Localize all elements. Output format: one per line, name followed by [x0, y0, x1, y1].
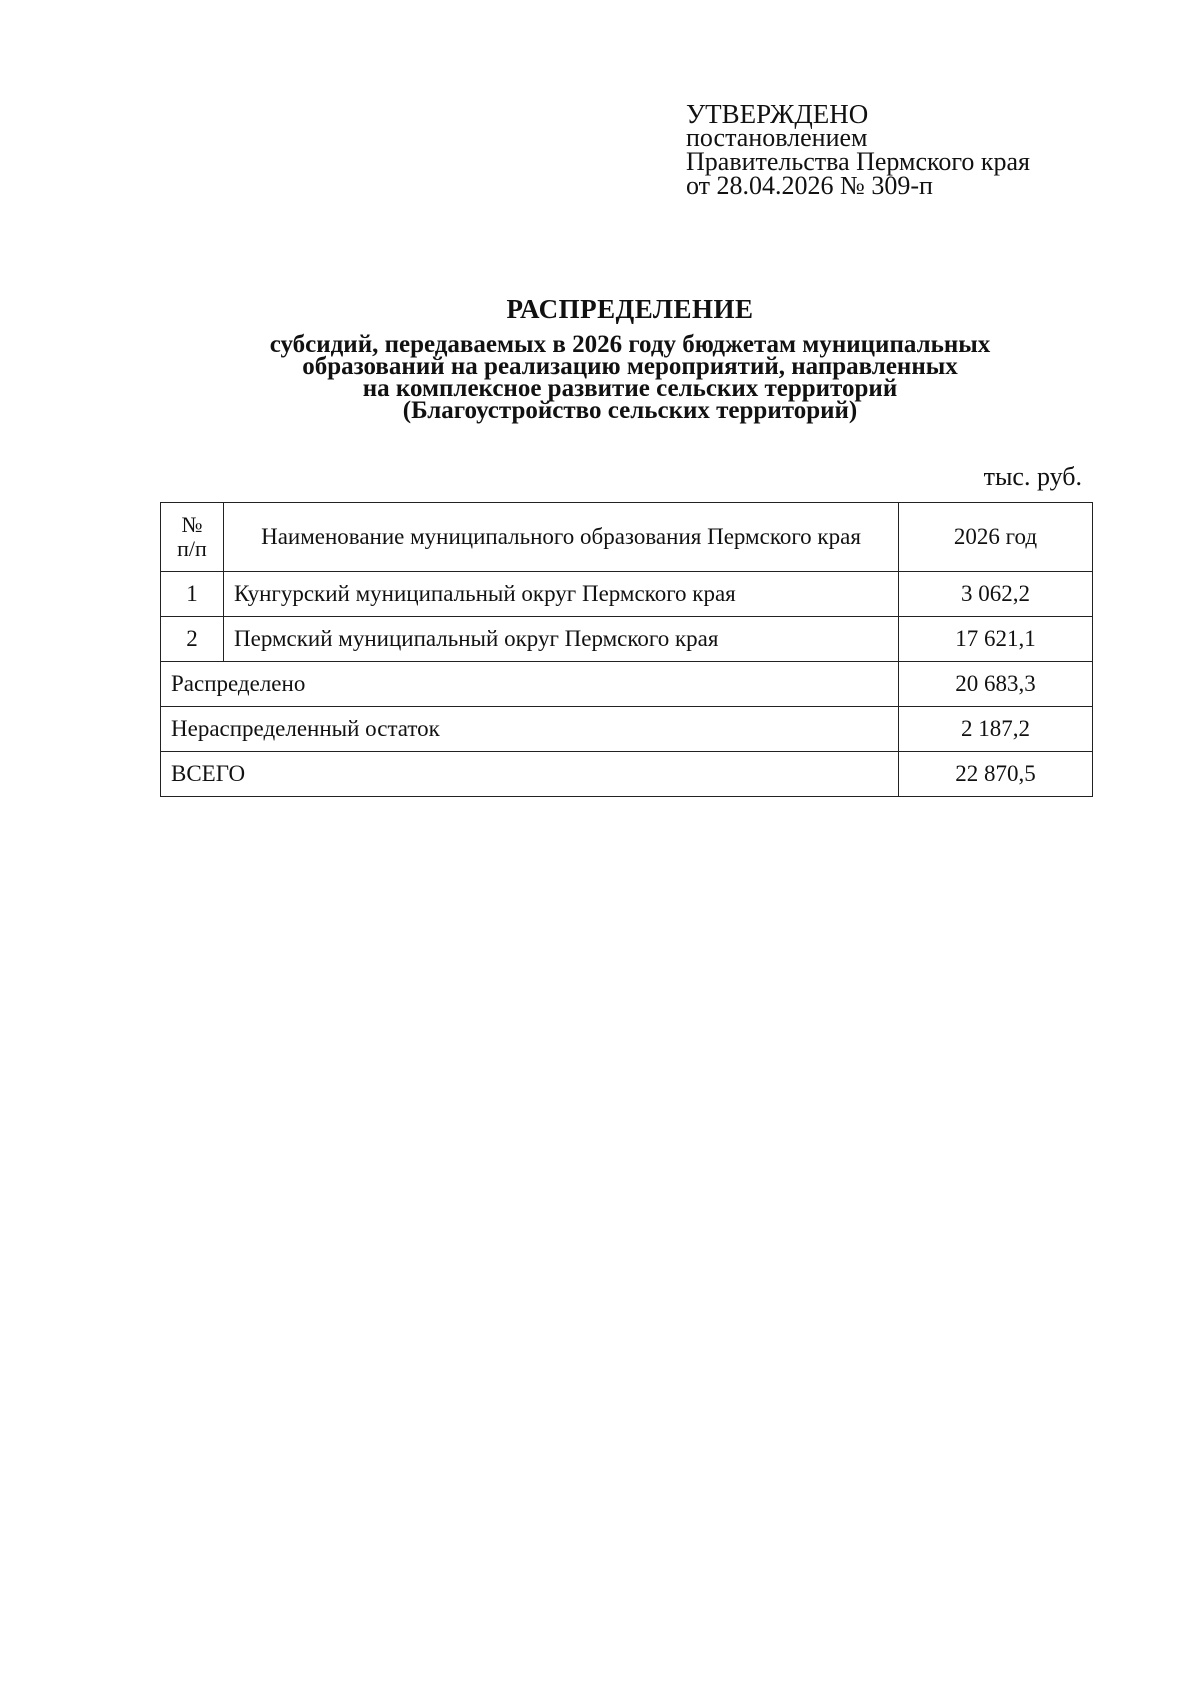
table-header-row — [161, 503, 1093, 572]
row-number: 1 — [161, 572, 224, 617]
subtitle-line-1: субсидий, передаваемых в 2026 году бюджетам муниципальных — [269, 331, 991, 358]
units-label: тыс. руб. — [983, 462, 1082, 491]
approval-line-4: от 28.04.2026 № 309-п — [686, 171, 933, 200]
header-number-abbr: п/п — [177, 536, 207, 561]
header-number-symbol: № — [181, 512, 203, 537]
header-number — [161, 503, 224, 572]
approval-line-2: постановлением — [686, 123, 868, 152]
summary-value: 2 187,2 — [899, 707, 1093, 752]
summary-label: Нераспределенный остаток — [161, 707, 899, 752]
row-name: Кунгурский муниципальный округ Пермского края — [224, 572, 899, 617]
document-heading — [130, 292, 1130, 422]
header-name: Наименование муниципального образования Пермского края — [224, 503, 899, 572]
summary-value: 22 870,5 — [899, 752, 1093, 797]
row-number: 2 — [161, 617, 224, 662]
summary-row-remainder — [161, 707, 1093, 752]
subtitle-line-4: (Благоустройство сельских территорий) — [402, 397, 858, 424]
row-value: 17 621,1 — [899, 617, 1093, 662]
summary-label: ВСЕГО — [161, 752, 899, 797]
row-value: 3 062,2 — [899, 572, 1093, 617]
summary-row-total — [161, 752, 1093, 797]
subtitle-line-2: образований на реализацию мероприятий, направленных — [302, 353, 958, 380]
distribution-table — [160, 502, 1093, 797]
header-year: 2026 год — [899, 503, 1093, 572]
document-title: РАСПРЕДЕЛЕНИЕ — [506, 294, 754, 324]
approval-title: УТВЕРЖДЕНО — [686, 99, 869, 129]
subtitle-line-3: на комплексное развитие сельских территорий — [362, 375, 898, 402]
summary-label: Распределено — [161, 662, 899, 707]
table-row — [161, 617, 1093, 662]
approval-line-3: Правительства Пермского края — [686, 147, 1030, 176]
summary-value: 20 683,3 — [899, 662, 1093, 707]
table-row — [161, 572, 1093, 617]
approval-stamp — [686, 99, 1030, 200]
row-name: Пермский муниципальный округ Пермского края — [224, 617, 899, 662]
document-subtitle — [130, 331, 1130, 424]
summary-row-distributed — [161, 662, 1093, 707]
